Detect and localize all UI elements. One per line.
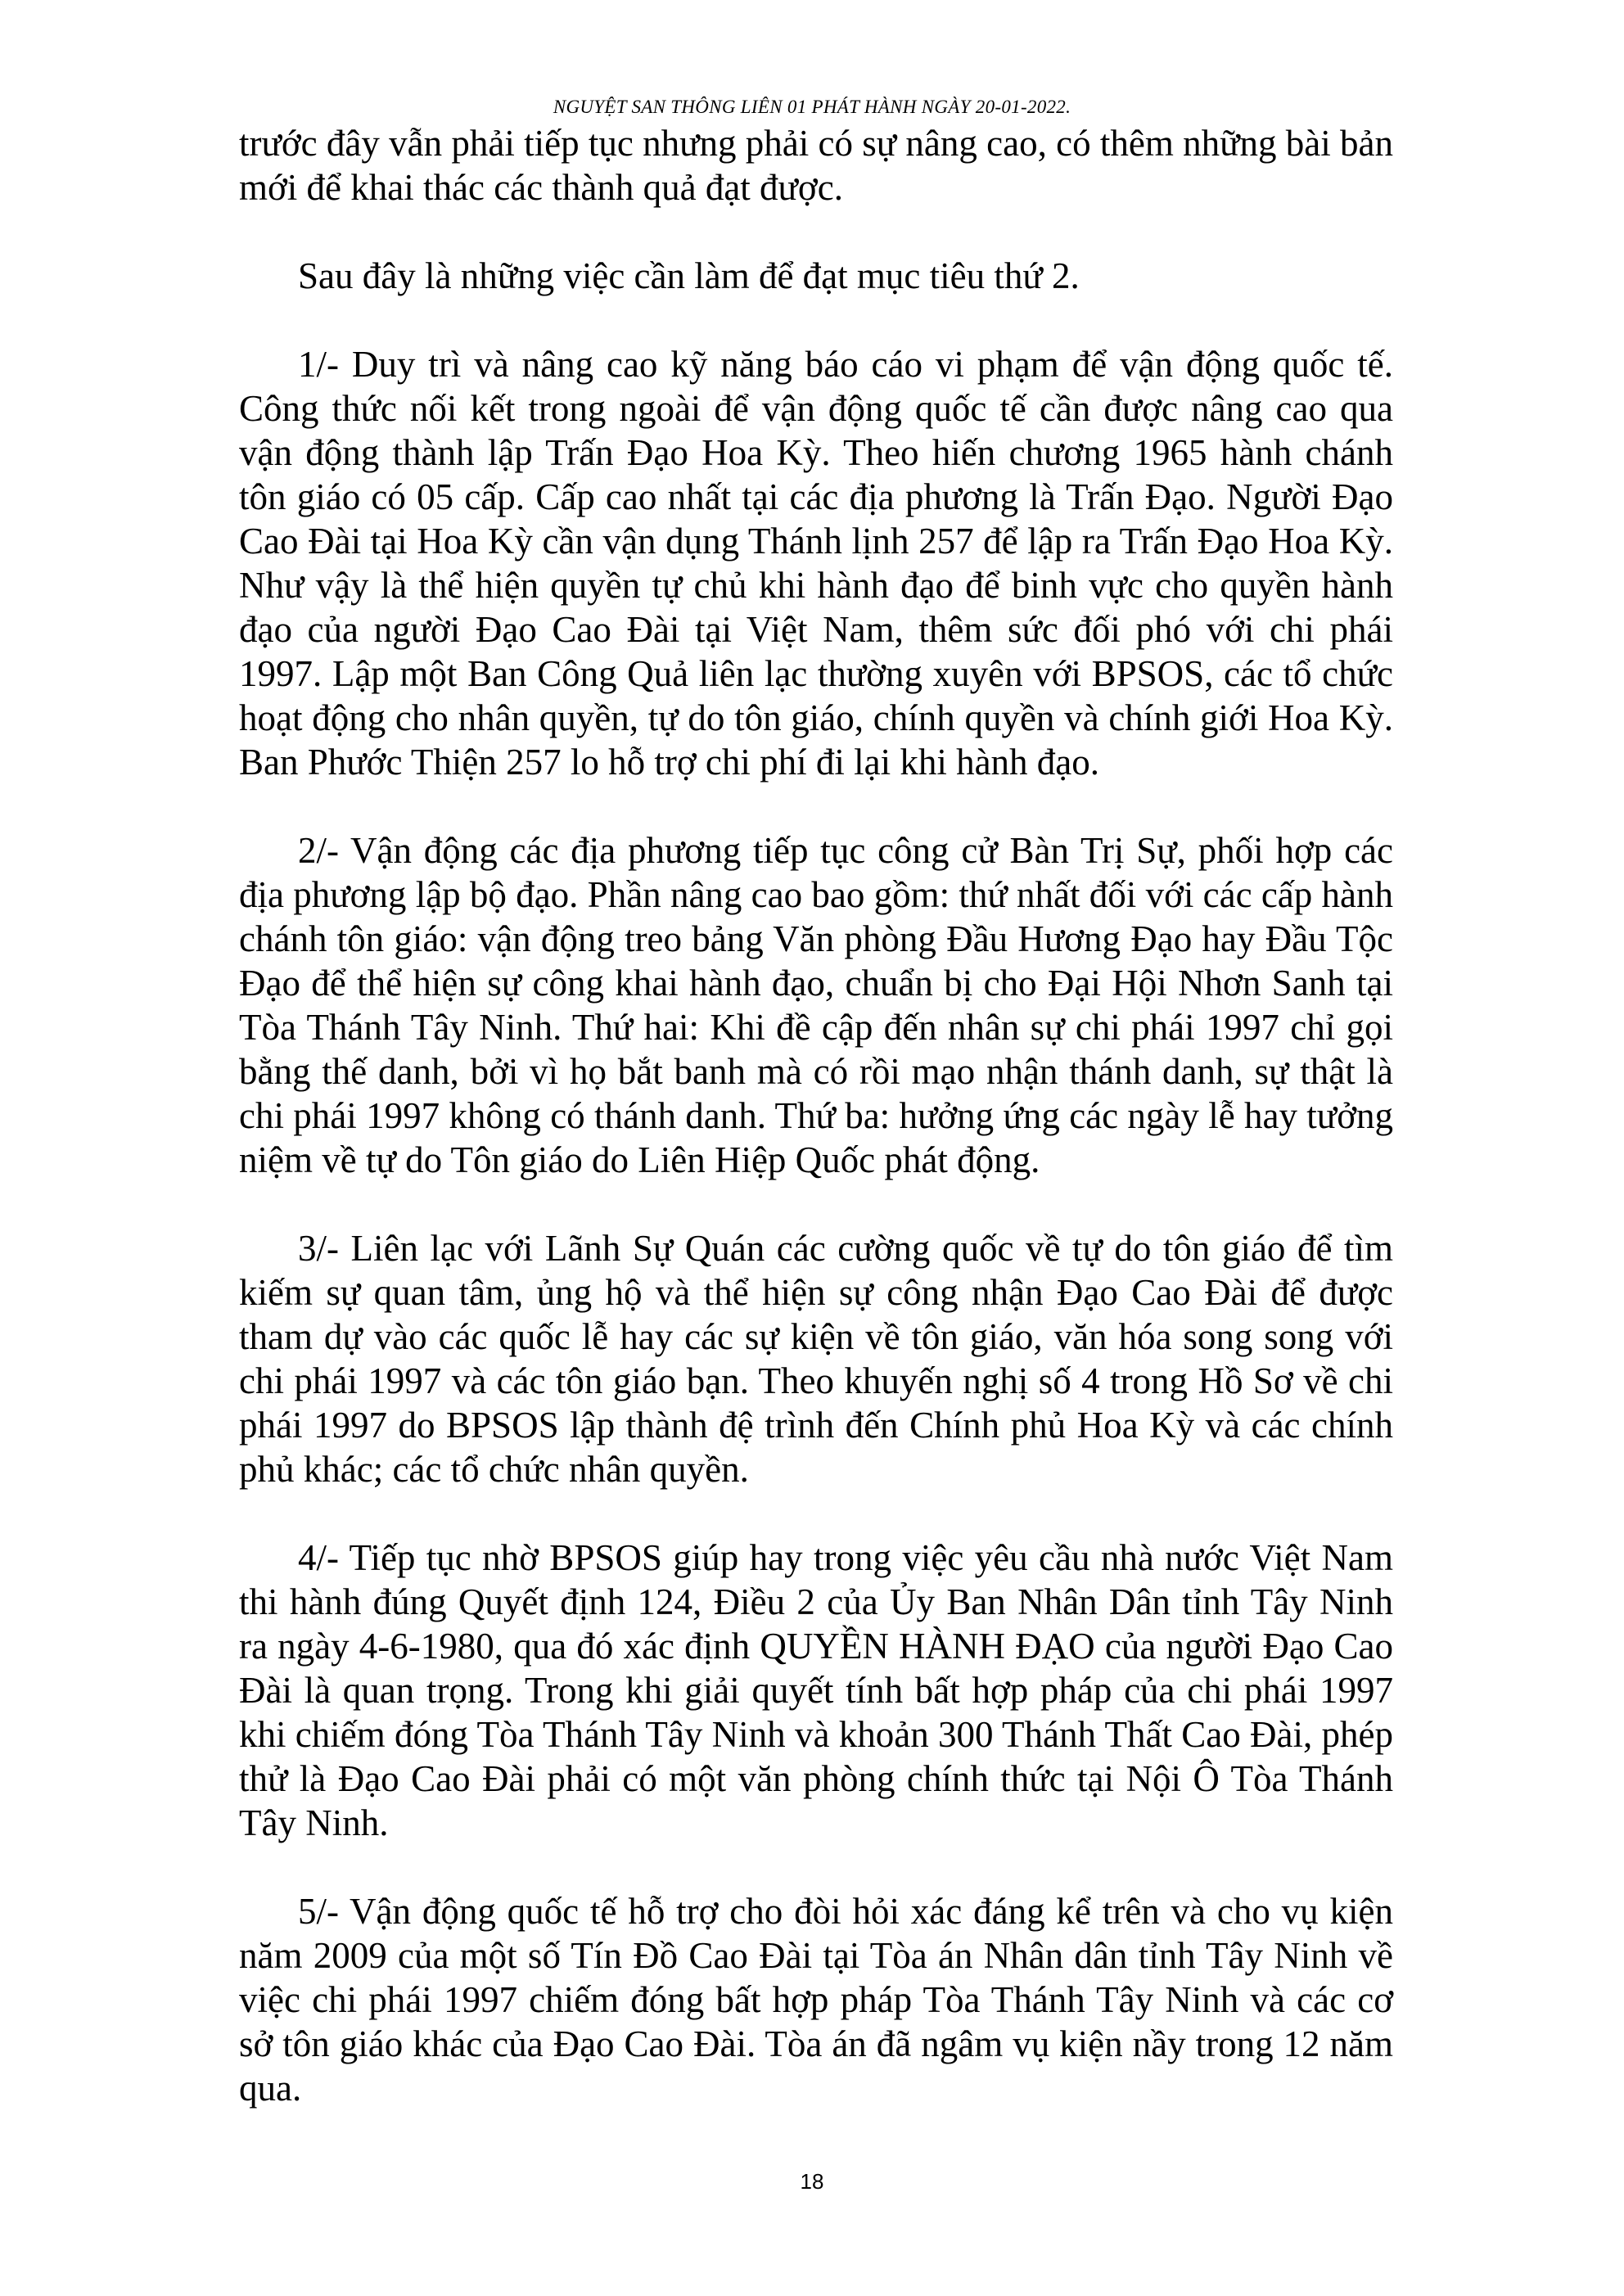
paragraph-item-3: 3/- Liên lạc với Lãnh Sự Quán các cường quốc về tự do tôn giáo để tìm kiếm sự quan tâm, ủng hộ và thể hiện sự công nhận Đạo Cao Đài để được tham dự vào các quốc lễ hay các sự kiện về tôn giáo, văn hóa song song với chi phái 1997 và các tôn giáo bạn. Theo khuyến nghị số 4 trong Hồ Sơ về chi phái 1997 do BPSOS lập thành đệ trình đến Chính phủ Hoa Kỳ và các chính phủ khác; các tổ chức nhân quyền. — [239, 1228, 1393, 1490]
paragraph-item-5: 5/- Vận động quốc tế hỗ trợ cho đòi hỏi xác đáng kể trên và cho vụ kiện năm 2009 của một số Tín Đồ Cao Đài tại Tòa án Nhân dân tỉnh Tây Ninh về việc chi phái 1997 chiếm đóng bất hợp pháp Tòa Thánh Tây Ninh và các cơ sở tôn giáo khác của Đạo Cao Đài. Tòa án đã ngâm vụ kiện nầy trong 12 năm qua. — [239, 1891, 1393, 2109]
page-number: 18 — [800, 2169, 824, 2194]
paragraph-item-2: 2/- Vận động các địa phương tiếp tục công cử Bàn Trị Sự, phối hợp các địa phương lập bộ đạo. Phần nâng cao bao gồm: thứ nhất đối với các cấp hành chánh tôn giáo: vận động treo bảng Văn phòng Đầu Hương Đạo hay Đầu Tộc Đạo để thể hiện sự công khai hành đạo, chuẩn bị cho Đại Hội Nhơn Sanh tại Tòa Thánh Tây Ninh. Thứ hai: Khi đề cập đến nhân sự chi phái 1997 chỉ gọi bằng thế danh, bởi vì họ bắt banh mà có rồi mạo nhận thánh danh, sự thật là chi phái 1997 không có thánh danh. Thứ ba: hưởng ứng các ngày lễ hay tưởng niệm về tự do Tôn giáo do Liên Hiệp Quốc phát động. — [239, 830, 1393, 1180]
paragraph-item-1: 1/- Duy trì và nâng cao kỹ năng báo cáo vi phạm để vận động quốc tế. Công thức nối kết trong ngoài để vận động quốc tế cần được nâng cao qua vận động thành lập Trấn Đạo Hoa Kỳ. Theo hiến chương 1965 hành chánh tôn giáo có 05 cấp. Cấp cao nhất tại các địa phương là Trấn Đạo. Người Đạo Cao Đài tại Hoa Kỳ cần vận dụng Thánh lịnh 257 để lập ra Trấn Đạo Hoa Kỳ. Như vậy là thể hiện quyền tự chủ khi hành đạo để binh vực cho quyền hành đạo của người Đạo Cao Đài tại Việt Nam, thêm sức đối phó với chi phái 1997. Lập một Ban Công Quả liên lạc thường xuyên với BPSOS, các tổ chức hoạt động cho nhân quyền, tự do tôn giáo, chính quyền và chính giới Hoa Kỳ. Ban Phước Thiện 257 lo hỗ trợ chi phí đi lại khi hành đạo. — [239, 344, 1393, 783]
document-body — [239, 121, 1393, 2110]
paragraph-item-4: 4/- Tiếp tục nhờ BPSOS giúp hay trong việc yêu cầu nhà nước Việt Nam thi hành đúng Quyết định 124, Điều 2 của Ủy Ban Nhân Dân tỉnh Tây Ninh ra ngày 4-6-1980, qua đó xác định QUYỀN HÀNH ĐẠO của người Đạo Cao Đài là quan trọng. Trong khi giải quyết tính bất hợp pháp của chi phái 1997 khi chiếm đóng Tòa Thánh Tây Ninh và khoản 300 Thánh Thất Cao Đài, phép thử là Đạo Cao Đài phải có một văn phòng chính thức tại Nội Ô Tòa Thánh Tây Ninh. — [239, 1537, 1393, 1843]
paragraph-continuation: trước đây vẫn phải tiếp tục nhưng phải có sự nâng cao, có thêm những bài bản mới để khai thác các thành quả đạt được. — [239, 123, 1393, 208]
paragraph-intro: Sau đây là những việc cần làm để đạt mục tiêu thứ 2. — [298, 255, 1080, 296]
running-header: NGUYỆT SAN THÔNG LIÊN 01 PHÁT HÀNH NGÀY 20-01-2022. — [553, 97, 1071, 117]
